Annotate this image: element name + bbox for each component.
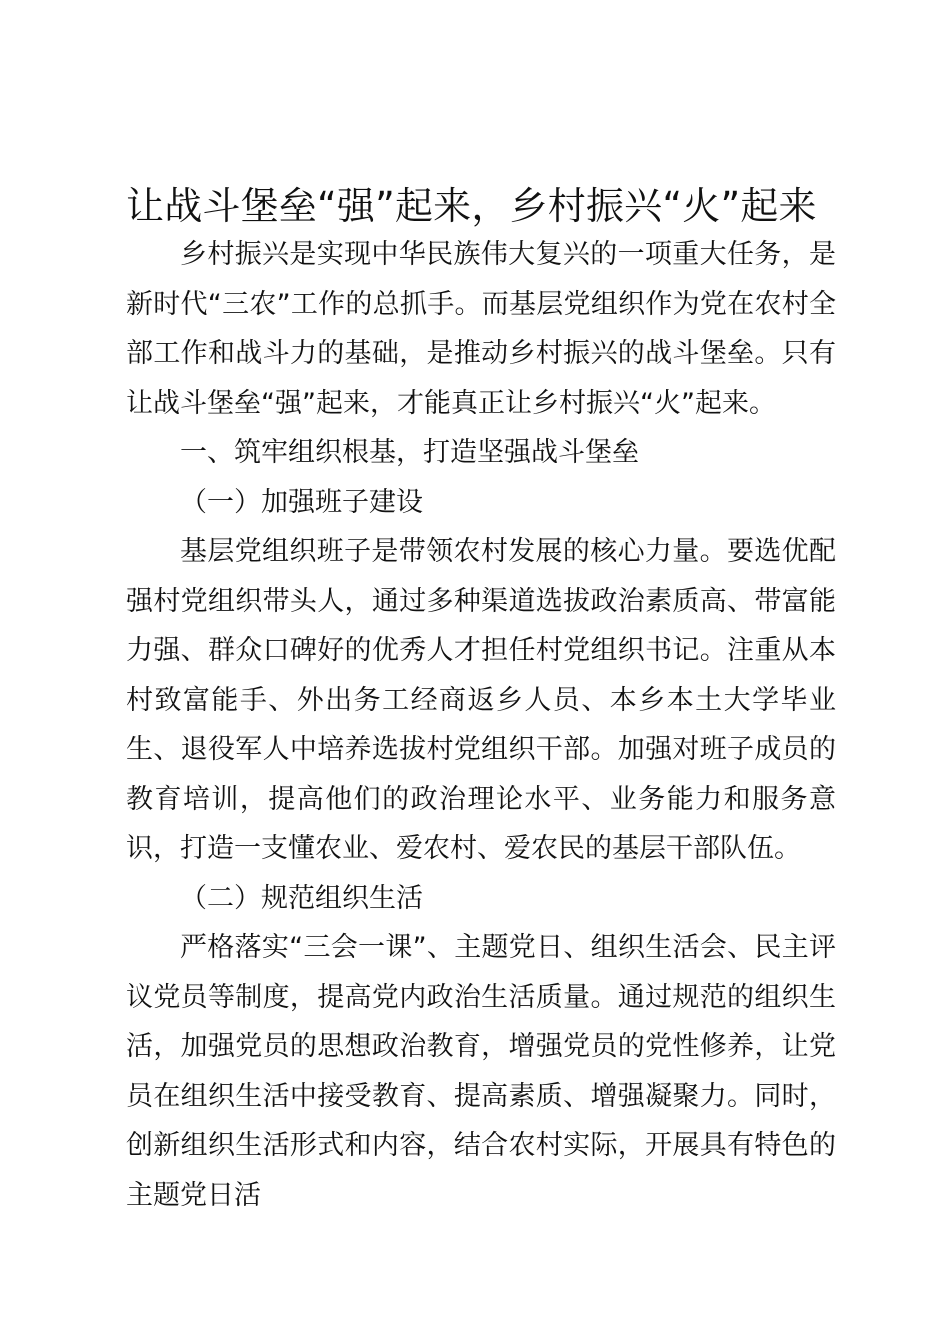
intro-paragraph: 乡村振兴是实现中华民族伟大复兴的一项重大任务，是新时代“三农”工作的总抓手。而基层党组织作为党在农村全部工作和战斗力的基础，是推动乡村振兴的战斗堡垒。只有让战斗堡垒“强”起来，才能真正让乡村振兴“火”起来。 <box>126 239 836 419</box>
section-1-heading: 一、筑牢组织根基，打造坚强战斗堡垒 <box>180 437 639 468</box>
subsection-1-heading: （一）加强班子建设 <box>180 486 423 518</box>
subsection-2-heading: （二）规范组织生活 <box>180 882 423 914</box>
document-body <box>126 230 836 1220</box>
subsection-2-paragraph: 严格落实“三会一课”、主题党日、组织生活会、民主评议党员等制度，提高党内政治生活质量。通过规范的组织生活，加强党员的思想政治教育，增强党员的党性修养，让党员在组织生活中接受教育、提高素质、增强凝聚力。同时，创新组织生活形式和内容，结合农村实际，开展具有特色的主题党日活 <box>126 932 836 1211</box>
document-title: 让战斗堡垒“强”起来，乡村振兴“火”起来 <box>126 184 817 228</box>
subsection-1-paragraph: 基层党组织班子是带领农村发展的核心力量。要选优配强村党组织带头人，通过多种渠道选拔政治素质高、带富能力强、群众口碑好的优秀人才担任村党组织书记。注重从本村致富能手、外出务工经商返乡人员、本乡本土大学毕业生、退役军人中培养选拔村党组织干部。加强对班子成员的教育培训，提高他们的政治理论水平、业务能力和服务意识，打造一支懂农业、爱农村、爱农民的基层干部队伍。 <box>126 536 836 864</box>
